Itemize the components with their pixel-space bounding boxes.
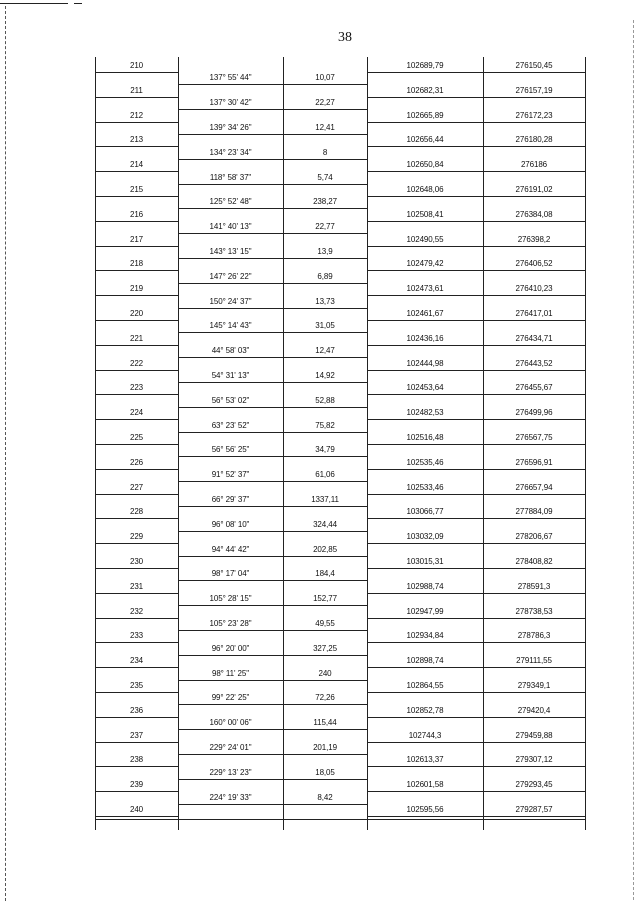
table-row-line: [95, 543, 178, 544]
table-row-line: [178, 432, 367, 433]
scan-right-edge: [633, 20, 634, 900]
coordinate-x: 102665,89: [406, 110, 444, 120]
table-row-line: [367, 692, 585, 693]
table-row-line: [95, 221, 178, 222]
table-row-line: [95, 246, 178, 247]
table-row-line: [95, 642, 178, 643]
table-row-line: [95, 146, 178, 147]
segment-length: 75,82: [315, 420, 335, 430]
segment-length: 327,25: [313, 643, 337, 653]
scan-left-edge: [5, 6, 6, 901]
coordinate-y: 279287,57: [515, 805, 553, 814]
point-number: 228: [129, 507, 144, 517]
coordinate-y: 276398,2: [517, 234, 551, 244]
coordinate-x: 102898,74: [406, 656, 444, 666]
coordinate-y: 276567,75: [515, 433, 553, 442]
coordinate-y: 278738,53: [515, 606, 553, 616]
direction-angle: 150° 24' 37": [209, 296, 252, 306]
table-row-line: [95, 295, 178, 296]
point-number: 219: [129, 284, 144, 294]
point-number: 223: [129, 383, 144, 393]
table-row-line: [95, 469, 178, 470]
coordinate-x: 102482,53: [406, 408, 444, 418]
table-row-line: [178, 407, 367, 408]
coordinate-x: 102852,78: [406, 705, 444, 715]
table-row-line: [367, 667, 585, 668]
segment-length: 12,47: [315, 346, 335, 356]
coordinate-y: 276499,96: [515, 408, 553, 418]
table-row-line: [95, 444, 178, 445]
direction-angle: 224° 19' 33": [209, 792, 252, 802]
point-number: 222: [129, 358, 144, 368]
direction-angle: 54° 31' 13": [211, 371, 250, 380]
coordinate-x: 102864,55: [406, 681, 444, 690]
table-row-line: [95, 171, 178, 172]
coordinate-y: 276410,23: [515, 284, 553, 294]
direction-angle: 91° 52' 37": [211, 470, 250, 480]
coordinate-x: 102650,84: [406, 160, 444, 170]
table-row-line: [178, 109, 367, 110]
table-row-line: [367, 568, 585, 569]
coordinate-x: 102490,55: [406, 234, 444, 244]
direction-angle: 137° 30' 42": [209, 98, 252, 108]
direction-angle: 105° 23' 28": [209, 619, 252, 628]
point-number: 232: [129, 606, 144, 616]
coordinate-x: 102744,3: [408, 730, 442, 740]
table-row-line: [367, 394, 585, 395]
table-row-line: [178, 332, 367, 333]
direction-angle: 63° 23' 52": [211, 420, 250, 430]
point-number: 239: [129, 780, 144, 790]
scan-edge-tick: [74, 3, 82, 4]
table-row-line: [367, 791, 585, 792]
segment-length: 184,4: [315, 569, 335, 579]
segment-length: 240: [318, 668, 332, 678]
point-number: 236: [129, 705, 144, 715]
coordinate-x: 102595,56: [406, 805, 444, 814]
point-number: 214: [129, 160, 144, 170]
table-row-line: [95, 791, 178, 792]
table-row-line: [367, 171, 585, 172]
coordinate-y: 276417,01: [515, 309, 553, 318]
table-row-line: [367, 618, 585, 619]
coordinate-x: 102689,79: [406, 61, 444, 70]
table-row-line: [367, 419, 585, 420]
coordinate-x: 102613,37: [406, 755, 444, 765]
point-number: 224: [129, 408, 144, 418]
table-row-line: [367, 742, 585, 743]
table-row-line: [178, 308, 367, 309]
point-number: 240: [129, 805, 144, 814]
direction-angle: 98° 11' 25": [211, 668, 249, 678]
coordinate-x: 102516,48: [406, 433, 444, 442]
coordinate-y: 277884,09: [515, 507, 553, 517]
table-row-line: [367, 146, 585, 147]
coordinate-table: [95, 57, 585, 830]
table-row-line: [95, 618, 178, 619]
table-row-line: [95, 819, 585, 820]
point-number: 217: [129, 234, 144, 244]
direction-angle: 105° 28' 15": [209, 594, 252, 604]
table-row-line: [178, 804, 367, 805]
coordinate-y: 278206,67: [515, 532, 553, 542]
point-number: 238: [129, 755, 144, 765]
point-number: 230: [129, 557, 144, 566]
coordinate-y: 276406,52: [515, 259, 553, 269]
coordinate-y: 279459,88: [515, 730, 553, 740]
coordinate-y: 276180,28: [515, 135, 553, 145]
segment-length: 8,42: [317, 792, 333, 802]
table-row-line: [178, 556, 367, 557]
segment-length: 12,41: [315, 123, 335, 132]
segment-length: 8: [322, 147, 328, 157]
point-number: 221: [129, 333, 144, 343]
direction-angle: 139° 34' 26": [209, 123, 252, 132]
segment-length: 14,92: [315, 371, 335, 380]
point-number: 215: [129, 185, 144, 194]
table-row-line: [95, 196, 178, 197]
table-row-line: [178, 680, 367, 681]
segment-length: 22,27: [315, 98, 335, 108]
table-row-line: [178, 655, 367, 656]
direction-angle: 143° 13' 15": [209, 247, 252, 256]
coordinate-x: 103066,77: [406, 507, 444, 517]
coordinate-y: 276384,08: [515, 209, 553, 219]
coordinate-x: 102473,61: [406, 284, 444, 294]
coordinate-x: 102648,06: [406, 185, 444, 194]
point-number: 218: [129, 259, 144, 269]
direction-angle: 137° 55' 44": [209, 73, 252, 83]
segment-length: 238,27: [313, 197, 337, 207]
coordinate-y: 279349,1: [517, 681, 551, 690]
table-column-line: [585, 57, 586, 830]
table-row-line: [95, 518, 178, 519]
segment-length: 13,9: [317, 247, 333, 256]
point-number: 229: [129, 532, 144, 542]
coordinate-y: 276443,52: [515, 358, 553, 368]
scan-edge-mark: [0, 3, 68, 4]
coordinate-x: 102436,16: [406, 333, 444, 343]
table-row-line: [95, 394, 178, 395]
coordinate-y: 278786,3: [517, 631, 551, 641]
point-number: 233: [129, 631, 144, 641]
point-number: 234: [129, 656, 144, 666]
table-row-line: [95, 370, 178, 371]
segment-length: 31,05: [315, 321, 335, 331]
table-row-line: [367, 593, 585, 594]
table-row-line: [95, 766, 178, 767]
direction-angle: 160° 00' 06": [209, 718, 252, 728]
table-row-line: [178, 382, 367, 383]
segment-length: 115,44: [313, 718, 337, 728]
coordinate-y: 279307,12: [515, 755, 553, 765]
coordinate-x: 103015,31: [406, 557, 444, 566]
table-row-line: [367, 816, 585, 817]
direction-angle: 94° 44' 42": [211, 544, 250, 554]
table-row-line: [178, 779, 367, 780]
coordinate-x: 102453,64: [406, 383, 444, 393]
table-row-line: [367, 221, 585, 222]
coordinate-y: 278591,3: [517, 581, 551, 591]
table-row-line: [178, 704, 367, 705]
coordinate-x: 102947,99: [406, 606, 444, 616]
segment-length: 152,77: [313, 594, 337, 604]
table-row-line: [178, 456, 367, 457]
segment-length: 6,89: [317, 271, 333, 281]
direction-angle: 98° 17' 04": [211, 569, 250, 579]
direction-angle: 229° 24' 01": [209, 743, 252, 752]
table-row-line: [367, 370, 585, 371]
table-row-line: [95, 419, 178, 420]
direction-angle: 118° 58' 37": [209, 172, 252, 182]
table-row-line: [178, 481, 367, 482]
table-row-line: [367, 72, 585, 73]
segment-length: 202,85: [313, 544, 337, 554]
coordinate-y: 276657,94: [515, 482, 553, 492]
table-row-line: [178, 605, 367, 606]
point-number: 220: [129, 309, 144, 318]
coordinate-x: 102601,58: [406, 780, 444, 790]
table-row-line: [367, 543, 585, 544]
coordinate-y: 276157,19: [515, 85, 553, 95]
table-row-line: [95, 667, 178, 668]
table-row-line: [178, 630, 367, 631]
direction-angle: 56° 56' 25": [211, 445, 250, 455]
direction-angle: 125° 52' 48": [209, 197, 252, 207]
segment-length: 34,79: [315, 445, 335, 455]
table-row-line: [367, 494, 585, 495]
coordinate-x: 102444,98: [406, 358, 444, 368]
table-row-line: [178, 580, 367, 581]
table-row-line: [178, 159, 367, 160]
coordinate-y: 278408,82: [515, 557, 553, 566]
table-row-line: [95, 270, 178, 271]
table-row-line: [178, 357, 367, 358]
table-row-line: [178, 531, 367, 532]
direction-angle: 66° 29' 37": [211, 495, 250, 504]
table-row-line: [178, 184, 367, 185]
table-row-line: [367, 345, 585, 346]
coordinate-y: 276172,23: [515, 110, 553, 120]
table-row-line: [367, 196, 585, 197]
point-number: 226: [129, 457, 144, 467]
point-number: 227: [129, 482, 144, 492]
coordinate-x: 102479,42: [406, 259, 444, 269]
direction-angle: 99° 22' 25": [211, 693, 250, 703]
table-row-line: [367, 518, 585, 519]
table-row-line: [367, 642, 585, 643]
coordinate-x: 102508,41: [406, 209, 444, 219]
table-row-line: [178, 258, 367, 259]
segment-length: 72,26: [315, 693, 335, 703]
segment-length: 324,44: [313, 519, 337, 529]
point-number: 216: [129, 209, 144, 219]
coordinate-y: 279420,4: [517, 705, 551, 715]
table-row-line: [367, 320, 585, 321]
direction-angle: 96° 20' 00": [211, 643, 250, 653]
direction-angle: 44° 58' 03": [211, 346, 250, 356]
point-number: 212: [129, 110, 144, 120]
coordinate-y: 276434,71: [515, 333, 553, 343]
coordinate-x: 102656,44: [406, 135, 444, 145]
direction-angle: 147° 26' 22": [209, 271, 252, 281]
segment-length: 5,74: [317, 172, 333, 182]
table-row-line: [367, 270, 585, 271]
table-row-line: [367, 717, 585, 718]
table-row-line: [95, 97, 178, 98]
coordinate-x: 102461,67: [406, 309, 444, 318]
segment-length: 61,06: [315, 470, 335, 480]
table-row-line: [95, 72, 178, 73]
direction-angle: 229° 13' 23": [209, 767, 252, 777]
table-row-line: [367, 469, 585, 470]
point-number: 211: [130, 85, 143, 95]
point-number: 213: [129, 135, 144, 145]
coordinate-y: 276186: [520, 160, 548, 170]
table-row-line: [178, 754, 367, 755]
segment-length: 18,05: [315, 767, 335, 777]
coordinate-y: 279111,55: [516, 656, 552, 666]
page-number: 38: [338, 30, 352, 45]
table-row-line: [95, 742, 178, 743]
point-number: 210: [129, 61, 144, 70]
coordinate-x: 102988,74: [406, 581, 444, 591]
table-row-line: [178, 208, 367, 209]
coordinate-y: 279293,45: [515, 780, 553, 790]
coordinate-x: 102682,31: [406, 85, 444, 95]
table-row-line: [178, 134, 367, 135]
segment-length: 22,77: [315, 222, 335, 232]
coordinate-y: 276596,91: [515, 457, 553, 467]
point-number: 231: [129, 581, 144, 591]
direction-angle: 96° 08' 10": [211, 519, 250, 529]
table-row-line: [95, 692, 178, 693]
table-row-line: [95, 122, 178, 123]
segment-length: 52,88: [315, 395, 335, 405]
direction-angle: 145° 14' 43": [209, 321, 252, 331]
table-row-line: [95, 320, 178, 321]
table-row-line: [95, 345, 178, 346]
table-row-line: [367, 766, 585, 767]
point-number: 225: [129, 433, 144, 442]
direction-angle: 56° 53' 02": [211, 395, 250, 405]
coordinate-y: 276191,02: [515, 185, 553, 194]
coordinate-y: 276455,67: [515, 383, 553, 393]
table-row-line: [367, 295, 585, 296]
direction-angle: 141° 40' 13": [209, 222, 252, 232]
table-row-line: [95, 593, 178, 594]
segment-length: 1337,11: [311, 495, 339, 504]
point-number: 237: [129, 730, 144, 740]
table-row-line: [178, 283, 367, 284]
table-row-line: [178, 729, 367, 730]
table-row-line: [95, 816, 178, 817]
table-row-line: [178, 506, 367, 507]
coordinate-y: 276150,45: [515, 61, 553, 70]
table-row-line: [95, 717, 178, 718]
point-number: 235: [129, 681, 144, 690]
table-row-line: [178, 233, 367, 234]
coordinate-x: 102535,46: [406, 457, 444, 467]
table-row-line: [367, 444, 585, 445]
coordinate-x: 103032,09: [406, 532, 444, 542]
direction-angle: 134° 23' 34": [209, 147, 252, 157]
segment-length: 201,19: [313, 743, 337, 752]
table-row-line: [367, 97, 585, 98]
table-row-line: [367, 246, 585, 247]
segment-length: 49,55: [315, 619, 335, 628]
table-row-line: [178, 84, 367, 85]
table-row-line: [95, 568, 178, 569]
coordinate-x: 102934,84: [406, 631, 444, 641]
coordinate-x: 102533,46: [406, 482, 444, 492]
segment-length: 13,73: [315, 296, 335, 306]
table-row-line: [95, 494, 178, 495]
table-row-line: [367, 122, 585, 123]
segment-length: 10,07: [315, 73, 335, 83]
